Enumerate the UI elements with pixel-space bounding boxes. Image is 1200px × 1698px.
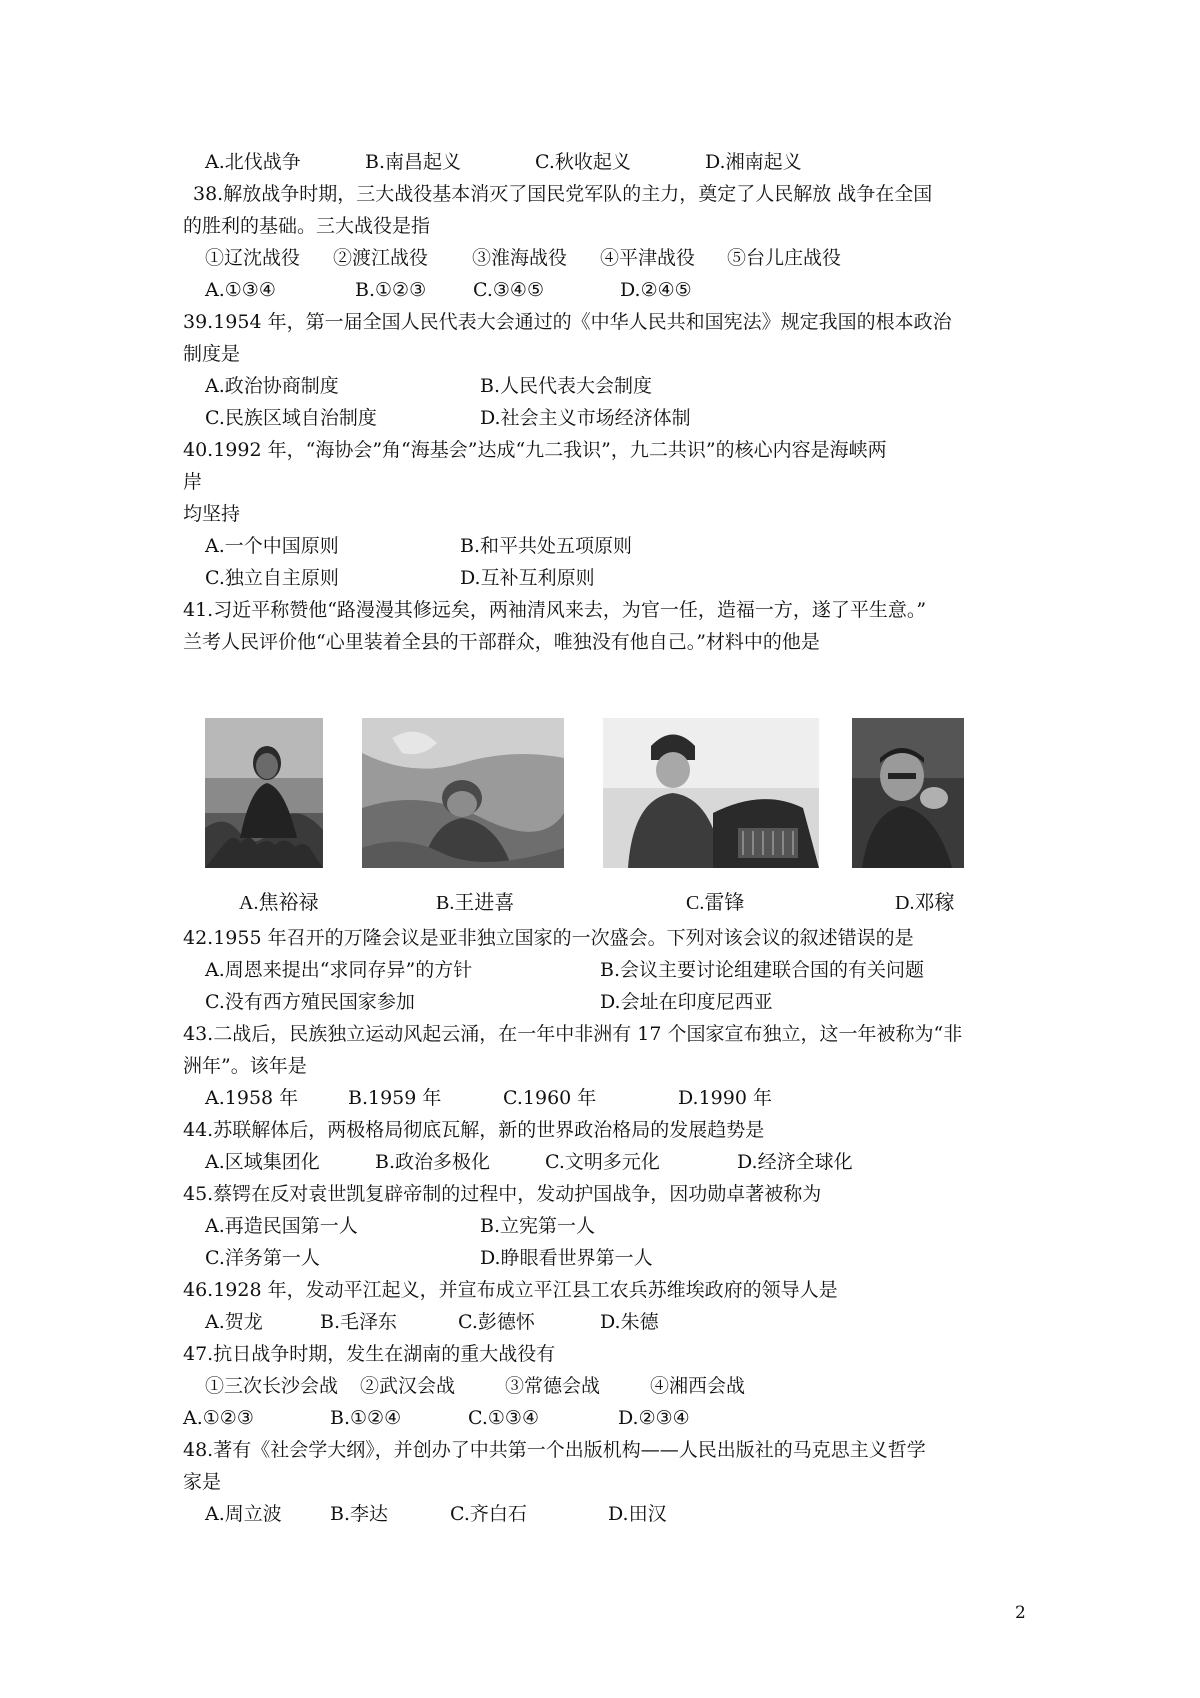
photo-caption-c: C.雷锋 <box>686 892 745 914</box>
q47-item: ③常德会战 <box>505 1375 601 1397</box>
q46-option-a: A.贺龙 <box>205 1311 263 1333</box>
page-number: 2 <box>1015 1603 1026 1623</box>
q47-option-d: D.②③④ <box>618 1407 690 1429</box>
q42-option-c: C.没有西方殖民国家参加 <box>205 991 415 1013</box>
q45-option-c: C.洋务第一人 <box>205 1247 320 1269</box>
q45-option-b: B.立宪第一人 <box>480 1215 596 1237</box>
q40-option-c: C.独立自主原则 <box>205 567 339 589</box>
q42-stem: 42.1955 年召开的万隆会议是亚非独立国家的一次盛会。下列对该会议的叙述错误的是 <box>183 927 914 949</box>
q43-stem: 43.二战后，民族独立运动风起云涌，在一年中非洲有 17 个国家宣布独立，这一年被称为“非 <box>183 1023 963 1045</box>
q40-stem-cont: 岸 <box>183 471 203 493</box>
q47-option-b: B.①②④ <box>330 1407 402 1429</box>
q39-option-a: A.政治协商制度 <box>205 375 339 397</box>
q43-stem-cont: 洲年”。该年是 <box>183 1055 307 1077</box>
q45-stem: 45.蔡锷在反对袁世凯复辟帝制的过程中，发动护国战争，因功勋卓著被称为 <box>183 1183 822 1205</box>
q48-stem-cont: 家是 <box>183 1471 222 1493</box>
q47-item: ④湘西会战 <box>650 1375 746 1397</box>
q48-option-b: B.李达 <box>330 1503 389 1525</box>
q44-option-d: D.经济全球化 <box>737 1151 853 1173</box>
q46-option-d: D.朱德 <box>600 1311 659 1333</box>
q44-stem: 44.苏联解体后，两极格局彻底瓦解，新的世界政治格局的发展趋势是 <box>183 1119 765 1141</box>
q40-stem: 40.1992 年，“海协会”角“海基会”达成“九二我识”，九二共识”的核心内容是海峡两 <box>183 439 887 461</box>
q48-option-c: C.齐白石 <box>450 1503 527 1525</box>
q41-stem: 41.习近平称赞他“路漫漫其修远矣，两袖清风来去，为官一任，造福一方，遂了平生意。” <box>183 599 927 621</box>
q39-option-d: D.社会主义市场经济体制 <box>480 407 691 429</box>
q38-item: ①辽沈战役 <box>205 247 301 269</box>
q38-option-b: B.①②③ <box>355 279 427 301</box>
q38-stem-cont: 的胜利的基础。三大战役是指 <box>183 215 431 237</box>
q47-option-a: A.①②③ <box>183 1407 254 1429</box>
q38-option-a: A.①③④ <box>205 279 276 301</box>
q43-option-a: A.1958 年 <box>205 1087 299 1109</box>
q38-option-c: C.③④⑤ <box>473 279 544 301</box>
photo-caption-a: A.焦裕禄 <box>239 892 319 914</box>
photo-jiao-yulu <box>205 718 323 868</box>
q40-stem-cont: 均坚持 <box>183 503 241 525</box>
q47-option-c: C.①③④ <box>468 1407 539 1429</box>
q45-option-d: D.睁眼看世界第一人 <box>480 1247 653 1269</box>
q37-option-a: A.北伐战争 <box>205 151 301 173</box>
q48-stem: 48.著有《社会学大纲》，并创办了中共第一个出版机构——人民出版社的马克思主义哲学 <box>183 1439 926 1461</box>
photo-caption-b: B.王进喜 <box>436 892 515 914</box>
q39-stem: 39.1954 年，第一届全国人民代表大会通过的《中华人民共和国宪法》规定我国的根本政治 <box>183 311 952 333</box>
q47-stem: 47.抗日战争时期，发生在湖南的重大战役有 <box>183 1343 556 1365</box>
q45-option-a: A.再造民国第一人 <box>205 1215 358 1237</box>
q37-option-d: D.湘南起义 <box>705 151 802 173</box>
q47-item: ②武汉会战 <box>360 1375 456 1397</box>
q46-stem: 46.1928 年，发动平江起义，并宣布成立平江县工农兵苏维埃政府的领导人是 <box>183 1279 838 1301</box>
q42-option-d: D.会址在印度尼西亚 <box>600 991 773 1013</box>
q40-option-d: D.互补互利原则 <box>460 567 595 589</box>
q39-option-c: C.民族区域自治制度 <box>205 407 377 429</box>
q39-option-b: B.人民代表大会制度 <box>480 375 653 397</box>
q38-item: ⑤台儿庄战役 <box>727 247 842 269</box>
q46-option-c: C.彭德怀 <box>458 1311 535 1333</box>
q44-option-c: C.文明多元化 <box>545 1151 660 1173</box>
q48-option-a: A.周立波 <box>205 1503 282 1525</box>
q39-stem-cont: 制度是 <box>183 343 241 365</box>
q44-option-b: B.政治多极化 <box>375 1151 491 1173</box>
photo-deng-jiaxian <box>852 718 964 868</box>
q48-option-d: D.田汉 <box>608 1503 667 1525</box>
q42-option-a: A.周恩来提出“求同存异”的方针 <box>205 959 473 981</box>
q40-option-a: A.一个中国原则 <box>205 535 339 557</box>
q42-option-b: B.会议主要讨论组建联合国的有关问题 <box>600 959 925 981</box>
q37-option-c: C.秋收起义 <box>535 151 631 173</box>
q38-item: ④平津战役 <box>600 247 696 269</box>
q38-option-d: D.②④⑤ <box>620 279 692 301</box>
q44-option-a: A.区域集团化 <box>205 1151 320 1173</box>
q38-stem: 38.解放战争时期，三大战役基本消灭了国民党军队的主力，奠定了人民解放 战争在全国 <box>193 183 933 205</box>
photo-caption-d: D.邓稼 <box>895 892 955 914</box>
q43-option-c: C.1960 年 <box>503 1087 597 1109</box>
q38-item: ②渡江战役 <box>333 247 429 269</box>
q47-item: ①三次长沙会战 <box>205 1375 339 1397</box>
photo-lei-feng <box>603 718 819 868</box>
q40-option-b: B.和平共处五项原则 <box>460 535 633 557</box>
q37-option-b: B.南昌起义 <box>365 151 462 173</box>
q41-stem-cont: 兰考人民评价他“心里装着全县的干部群众，唯独没有他自己。”材料中的他是 <box>183 631 820 653</box>
photo-wang-jinxi <box>362 718 564 868</box>
q38-item: ③淮海战役 <box>472 247 568 269</box>
q46-option-b: B.毛泽东 <box>320 1311 398 1333</box>
q43-option-b: B.1959 年 <box>348 1087 442 1109</box>
q43-option-d: D.1990 年 <box>678 1087 772 1109</box>
